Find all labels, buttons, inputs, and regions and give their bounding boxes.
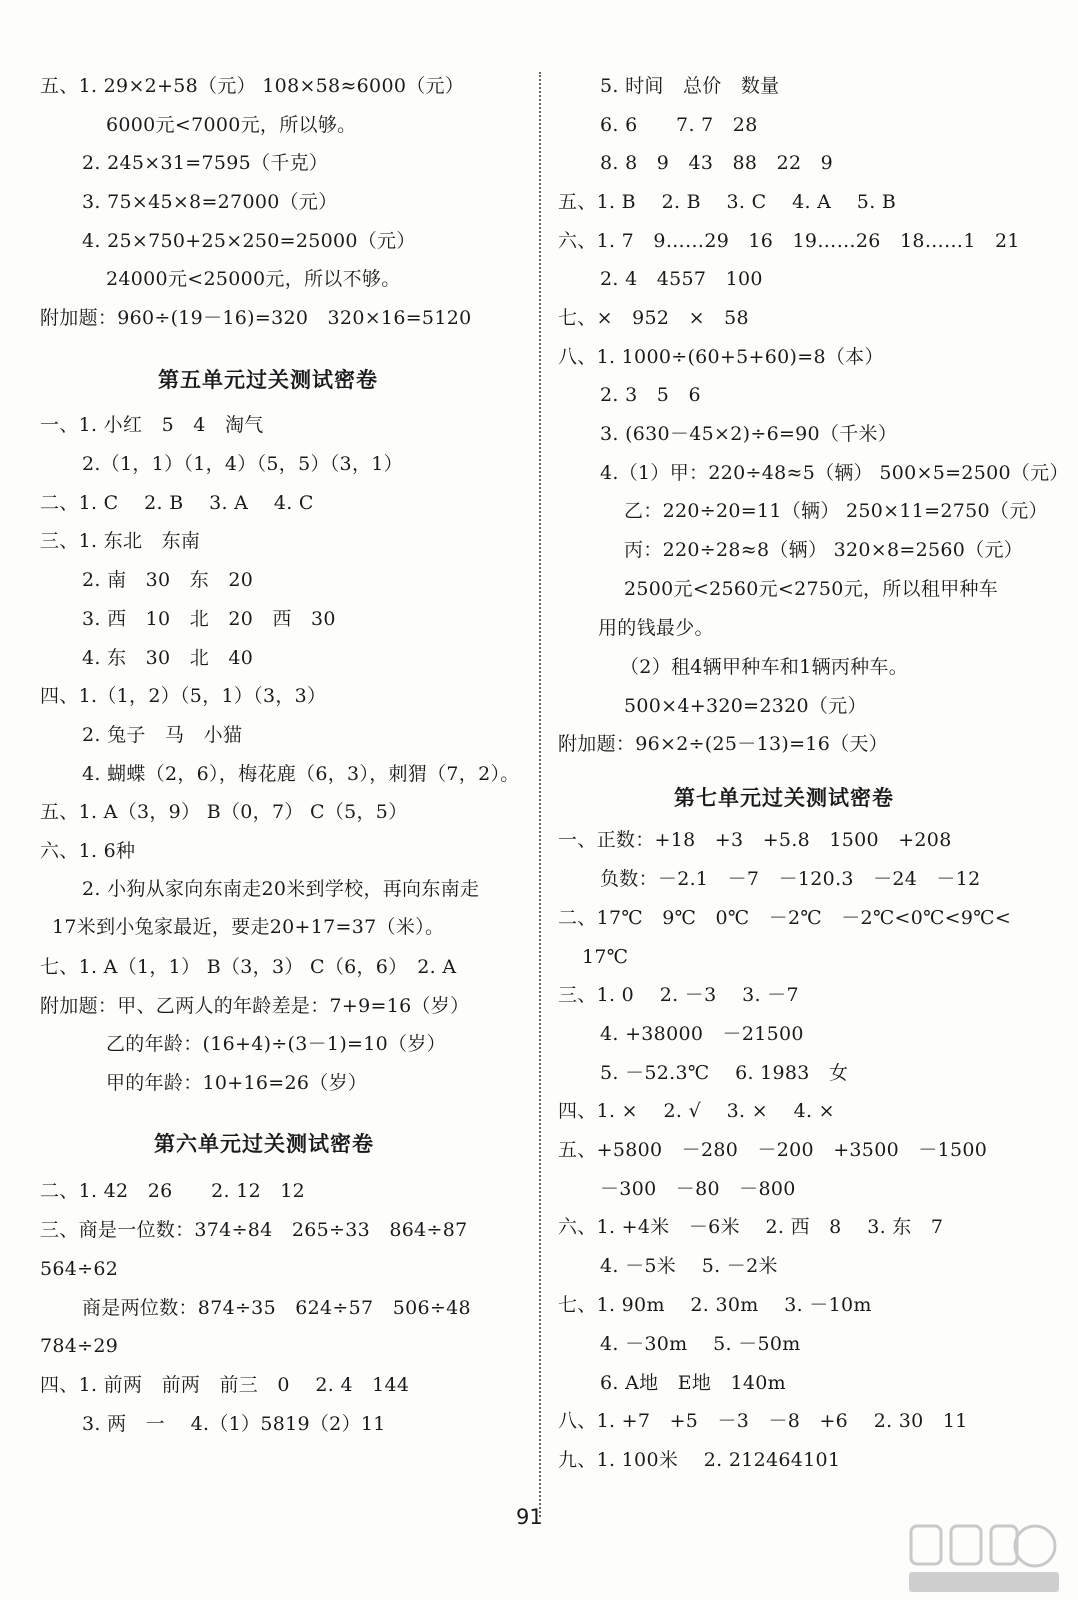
- answer-line: 六、1. +4米 －6米 2. 西 8 3. 东 7: [558, 1216, 944, 1238]
- watermark-logo: [903, 1518, 1063, 1596]
- answer-line: 564÷62: [40, 1258, 119, 1280]
- answer-line: 乙的年龄：(16+4)÷(3－1)=10（岁）: [106, 1033, 446, 1055]
- answer-line: 4. －5米 5. －2米: [600, 1255, 778, 1277]
- section-heading: 第七单元过关测试密卷: [674, 786, 894, 810]
- answer-line: 17℃: [582, 946, 629, 968]
- answer-line: 2. 4 4557 100: [600, 268, 763, 290]
- answer-line: 17米到小兔家最近，要走20+17=37（米）。: [52, 916, 445, 938]
- answer-line: 四、1. × 2. √ 3. × 4. ×: [558, 1100, 835, 1122]
- answer-line: 甲的年龄：10+16=26（岁）: [106, 1072, 368, 1094]
- answer-line: 五、1. 29×2+58（元） 108×58≈6000（元）: [40, 75, 465, 97]
- column-divider: [539, 72, 541, 1517]
- answer-line: 4.（1）甲：220÷48≈5（辆） 500×5=2500（元）: [600, 462, 1069, 484]
- answer-line: 七、× 952 × 58: [558, 307, 749, 329]
- answer-line: 24000元<25000元，所以不够。: [106, 268, 401, 290]
- answer-line: 丙：220÷28≈8（辆） 320×8=2560（元）: [624, 539, 1024, 561]
- answer-line: 五、1. A（3，9） B（0，7） C（5，5）: [40, 801, 408, 823]
- answer-line: 4. +38000 －21500: [600, 1023, 804, 1045]
- answer-line: 4. 东 30 北 40: [82, 647, 254, 669]
- answer-line: 乙：220÷20=11（辆） 250×11=2750（元）: [624, 500, 1048, 522]
- section-heading: 第六单元过关测试密卷: [154, 1132, 374, 1156]
- answer-line: 6000元<7000元，所以够。: [106, 114, 357, 136]
- answer-line: 六、1. 6种: [40, 840, 136, 862]
- answer-line: 附加题：96×2÷(25－13)=16（天）: [558, 733, 888, 755]
- answer-line: 2. 南 30 东 20: [82, 569, 254, 591]
- answer-line: －300 －80 －800: [600, 1178, 796, 1200]
- answer-line: 二、17℃ 9℃ 0℃ －2℃ －2℃<0℃<9℃<: [558, 907, 1012, 929]
- answer-line: 附加题：960÷(19－16)=320 320×16=5120: [40, 307, 472, 329]
- answer-line: 2500元<2560元<2750元，所以租甲种车: [624, 578, 999, 600]
- answer-line: 八、1. +7 +5 －3 －8 +6 2. 30 11: [558, 1410, 968, 1432]
- answer-line: 500×4+320=2320（元）: [624, 695, 867, 717]
- answer-line: 3. 西 10 北 20 西 30: [82, 608, 336, 630]
- answer-line: 2. 245×31=7595（千克）: [82, 152, 329, 174]
- answer-line: 九、1. 100米 2. 212464101: [558, 1449, 841, 1471]
- answer-line: 三、商是一位数：374÷84 265÷33 864÷87: [40, 1219, 468, 1241]
- answer-line: 一、正数：+18 +3 +5.8 1500 +208: [558, 829, 952, 851]
- answer-line: 二、1. C 2. B 3. A 4. C: [40, 492, 314, 514]
- answer-line: 五、1. B 2. B 3. C 4. A 5. B: [558, 191, 897, 213]
- answer-line: 三、1. 东北 东南: [40, 530, 201, 552]
- answer-line: 七、1. 90m 2. 30m 3. －10m: [558, 1294, 872, 1316]
- answer-line: 3. 75×45×8=27000（元）: [82, 191, 338, 213]
- answer-line: 三、1. 0 2. －3 3. －7: [558, 984, 799, 1006]
- answer-line: 5. 时间 总价 数量: [600, 75, 780, 97]
- answer-line: （2）租4辆甲种车和1辆丙种车。: [620, 656, 909, 678]
- answer-line: 2. 小狗从家向东南走20米到学校，再向东南走: [82, 878, 480, 900]
- section-heading: 第五单元过关测试密卷: [158, 368, 378, 392]
- answer-line: 五、+5800 －280 －200 +3500 －1500: [558, 1139, 988, 1161]
- answer-line: 2. 3 5 6: [600, 384, 701, 406]
- answer-line: 784÷29: [40, 1335, 119, 1357]
- answer-line: 6. A地 E地 140m: [600, 1372, 786, 1394]
- answer-line: 商是两位数：874÷35 624÷57 506÷48: [82, 1297, 471, 1319]
- answer-line: 用的钱最少。: [598, 617, 714, 639]
- answer-line: 一、1. 小红 5 4 淘气: [40, 414, 264, 436]
- answer-line: 六、1. 7 9……29 16 19……26 18……1 21: [558, 230, 1020, 252]
- answer-line: 四、1. 前两 前两 前三 0 2. 4 144: [40, 1374, 410, 1396]
- answer-line: 二、1. 42 26 2. 12 12: [40, 1180, 306, 1202]
- answer-line: 4. 蝴蝶（2，6），梅花鹿（6，3），刺猬（7，2）。: [82, 763, 520, 785]
- answer-line: 四、1.（1，2）（5，1）（3，3）: [40, 685, 327, 707]
- answer-line: 2. 兔子 马 小猫: [82, 724, 243, 746]
- answer-line: 4. －30m 5. －50m: [600, 1333, 801, 1355]
- answer-line: 八、1. 1000÷(60+5+60)=8（本）: [558, 346, 884, 368]
- answer-line: 七、1. A（1，1） B（3，3） C（6，6） 2. A: [40, 956, 457, 978]
- answer-line: 2.（1，1）（1，4）（5，5）（3，1）: [82, 453, 403, 475]
- answer-line: 3. (630－45×2)÷6=90（千米）: [600, 423, 898, 445]
- answer-line: 5. －52.3℃ 6. 1983 女: [600, 1062, 849, 1084]
- answer-line: 附加题：甲、乙两人的年龄差是：7+9=16（岁）: [40, 995, 470, 1017]
- answer-line: 6. 6 7. 7 28: [600, 114, 758, 136]
- page-number: 91: [516, 1505, 543, 1529]
- answer-line: 8. 8 9 43 88 22 9: [600, 152, 834, 174]
- answer-line: 负数：－2.1 －7 －120.3 －24 －12: [600, 868, 981, 890]
- answer-line: 3. 两 一 4.（1）5819（2）11: [82, 1413, 386, 1435]
- answer-line: 4. 25×750+25×250=25000（元）: [82, 230, 416, 252]
